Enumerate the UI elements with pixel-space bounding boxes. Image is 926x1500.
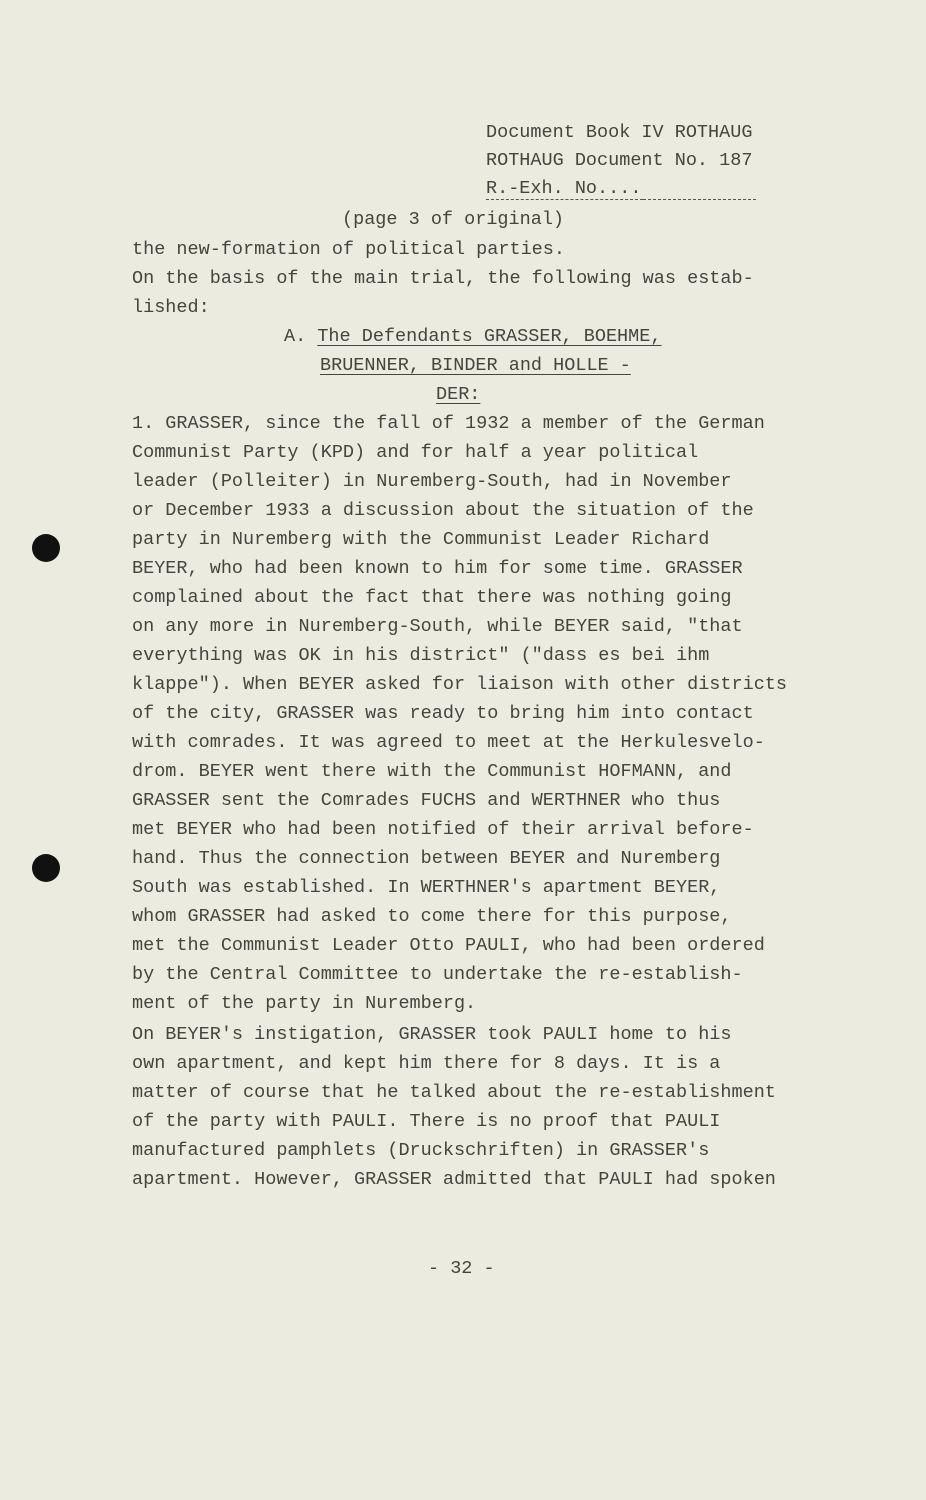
text-line: klappe"). When BEYER asked for liaison with other districts — [132, 674, 788, 695]
text-line: South was established. In WERTHNER's apartment BEYER, — [132, 877, 721, 898]
intro-line: lished: — [132, 297, 210, 318]
text-line: own apartment, and kept him there for 8 days. It is a — [132, 1053, 721, 1074]
text-line: 1. GRASSER, since the fall of 1932 a member of the German — [132, 413, 765, 434]
heading-line: The Defendants GRASSER, BOEHME, — [317, 326, 662, 347]
page-note: (page 3 of original) — [342, 209, 565, 230]
punch-hole — [32, 534, 60, 562]
text-line: party in Nuremberg with the Communist Leader Richard — [132, 529, 710, 550]
text-line: BEYER, who had been known to him for some time. GRASSER — [132, 558, 743, 579]
text-line: apartment. However, GRASSER admitted that PAULI had spoken — [132, 1169, 776, 1190]
page-number: - 32 - — [428, 1258, 495, 1279]
text-line: hand. Thus the connection between BEYER and Nuremberg — [132, 848, 721, 869]
section-heading — [132, 322, 787, 351]
header-exhibit-number: R.-Exh. No.... — [486, 178, 642, 199]
header-document-book: Document Book IV ROTHAUG — [486, 122, 753, 143]
text-line: drom. BEYER went there with the Communist HOFMANN, and — [132, 761, 732, 782]
text-line: of the party with PAULI. There is no proof that PAULI — [132, 1111, 721, 1132]
header-document-number: ROTHAUG Document No. 187 — [486, 150, 753, 171]
text-line: leader (Polleiter) in Nuremberg-South, had in November — [132, 471, 732, 492]
heading-line: DER: — [436, 384, 481, 405]
paragraph-1 — [132, 409, 787, 1018]
text-line: by the Central Committee to undertake the re-establish- — [132, 964, 743, 985]
intro-line: the new-formation of political parties. — [132, 239, 565, 260]
text-line: On BEYER's instigation, GRASSER took PAULI home to his — [132, 1024, 732, 1045]
text-line: met BEYER who had been notified of their arrival before- — [132, 819, 754, 840]
text-line: met the Communist Leader Otto PAULI, who had been ordered — [132, 935, 765, 956]
section-heading-cont — [132, 351, 787, 380]
paragraph-2 — [132, 1020, 787, 1194]
text-line: Communist Party (KPD) and for half a year political — [132, 442, 699, 463]
text-line: everything was OK in his district" ("dass es bei ihm — [132, 645, 710, 666]
exhibit-blank — [643, 178, 756, 200]
text-line: with comrades. It was agreed to meet at the Herkulesvelo- — [132, 732, 765, 753]
text-line: matter of course that he talked about the re-establishment — [132, 1082, 776, 1103]
heading-prefix: A. — [284, 326, 318, 347]
text-line: GRASSER sent the Comrades FUCHS and WERTHNER who thus — [132, 790, 721, 811]
text-line: on any more in Nuremberg-South, while BEYER said, "that — [132, 616, 743, 637]
document-body — [132, 235, 787, 1194]
text-line: whom GRASSER had asked to come there for this purpose, — [132, 906, 732, 927]
intro-line: On the basis of the main trial, the following was estab- — [132, 268, 754, 289]
text-line: of the city, GRASSER was ready to bring him into contact — [132, 703, 754, 724]
section-heading-cont — [132, 380, 787, 409]
punch-hole — [32, 854, 60, 882]
text-line: manufactured pamphlets (Druckschriften) in GRASSER's — [132, 1140, 710, 1161]
text-line: ment of the party in Nuremberg. — [132, 993, 477, 1014]
header-exhibit — [486, 174, 756, 203]
text-line: or December 1933 a discussion about the situation of the — [132, 500, 754, 521]
text-line: complained about the fact that there was nothing going — [132, 587, 732, 608]
heading-line: BRUENNER, BINDER and HOLLE - — [320, 355, 631, 376]
